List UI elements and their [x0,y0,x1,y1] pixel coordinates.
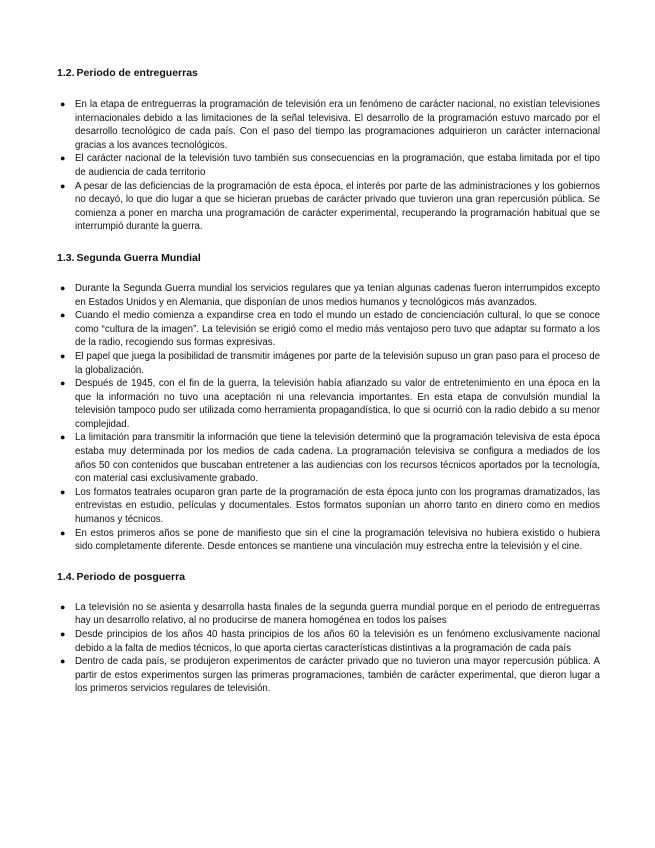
list-item-text: En estos primeros años se pone de manifiesto que sin el cine la programación televisiva no hubiera existido o hubiera sido completamente diferente. Desde entonces se mantiene una vinculación muy estrecha entre la televisión y el cine. [75,527,600,553]
list-item-text: Los formatos teatrales ocuparon gran parte de la programación de esta época junto con los programas dramatizados, las entrevistas en estudio, películas y documentales. Estos formatos suponían un ahorro tanto en dinero como en medios humanos y técnicos. [75,486,600,526]
bullet-icon: ● [60,527,66,538]
bullet-icon: ● [60,350,66,361]
list-item [57,431,600,485]
section-heading [57,67,600,80]
bullet-icon: ● [60,378,66,389]
section-number: 1.2. [57,67,75,79]
bullet-icon: ● [60,153,66,164]
list-item [57,98,600,152]
section-title: Periodo de entreguerras [76,67,198,79]
list-item-text: Desde principios de los años 40 hasta principios de los años 60 la televisión es un fenómeno exclusivamente nacional debido a la falta de medios técnicos, lo que aporta ciertas características distintivas a la programación de cada país [75,629,600,654]
bullet-icon: ● [60,310,66,321]
list-item-text: Cuando el medio comienza a expandirse crea en todo el mundo un estado de concienciación cultural, lo que se conoce como “cultura de la imagen”. La televisión se erigió como el medio más ventajoso pero tuvo que adaptar su formato a los de la radio, recogiendo sus formas expresivas. [75,310,600,349]
list-item-text: Dentro de cada país, se produjeron experimentos de carácter privado que no tuvieron una mayor repercusión pública. A partir de estos experimentos surgen las primeras programaciones, también de carácter experimental, que dieron lugar a los primeros servicios regulares de televisión. [75,656,600,695]
bullet-icon: ● [60,282,66,293]
list-item [57,486,600,527]
list-item [57,628,600,655]
list-item-text: La televisión no se asienta y desarrolla hasta finales de la segunda guerra mundial porque en el periodo de entreguerras hay un desarrollo relativo, al no producirse de manera homogénea en todos los países [75,601,600,627]
list-item [57,350,600,377]
list-item-text: Durante la Segunda Guerra mundial los servicios regulares que ya tenían algunas cadenas fueron interrumpidos excepto en Estados Unidos y en Alemania, que disponían de unos medios humanos y tecnológicos más avanzados. [75,282,600,308]
bullet-icon: ● [60,486,66,497]
bullet-list [57,98,600,234]
section-number: 1.3. [57,251,75,264]
section-periodo-entreguerras [57,67,600,234]
list-item [57,655,600,696]
section-number: 1.4. [57,570,75,583]
bullet-icon: ● [60,432,66,443]
bullet-icon: ● [60,601,66,612]
section-title: Periodo de posguerra [76,570,186,583]
bullet-icon: ● [60,99,66,109]
list-item-text: A pesar de las deficiencias de la programación de esta época, el interés por parte de las administraciones y los gobiernos no decayó, lo que dio lugar a que se hicieran pruebas de carácter privado que tuvieron una gran repercusión pública. Se comienza a poner en marcha una programación de carácter experimental, recuperando la programación habitual que se interrumpió durante la guerra. [75,180,600,233]
bullet-icon: ● [60,656,66,667]
list-item-text: En la etapa de entreguerras la programación de televisión era un fenómeno de carácter nacional, no existían televisiones internacionales debido a las limitaciones de la señal televisiva. El desarrollo de la programación estuvo marcado por el desarrollo tecnológico de cada país. Con el paso del tiempo las programaciones adquirieron un carácter internacional gracias a los avances tecnológicos. [75,99,600,151]
section-heading [57,252,600,265]
section-segunda-guerra-mundial [57,252,600,554]
list-item [57,377,600,431]
list-item-text: El carácter nacional de la televisión tuvo también sus consecuencias en la programación, que estaba limitada por el tipo de audiencia de cada territorio [75,153,600,178]
list-item [57,309,600,350]
section-periodo-posguerra [57,571,600,696]
list-item [57,527,600,554]
bullet-list [57,282,600,554]
list-item-text: El papel que juega la posibilidad de transmitir imágenes por parte de la televisión supuso un gran paso para el proceso de la globalización. [75,350,600,376]
bullet-icon: ● [60,629,66,639]
list-item [57,282,600,309]
list-item-text: La limitación para transmitir la información que tiene la televisión determinó que la programación televisiva de esta época estaba muy determinada por los medios de cada cadena. La programación televisiva se configura a mediados de los años 50 con contenidos que buscaban entretener a las audiencias con los recursos técnicos aportados por la tecnología, con material casi exclusivamente grabado. [75,432,600,485]
section-heading [57,571,600,584]
list-item-text: Después de 1945, con el fin de la guerra, la televisión había afianzado su valor de entretenimiento en una época en la que la información no tuvo una aceptación ni una relevancia importantes. En esta etapa de convulsión mundial la televisión tampoco pudo ser utilizada como herramienta propagandística, lo que si ocurrió con la radio debido a su menor complejidad. [75,378,600,430]
bullet-icon: ● [60,180,66,191]
section-title: Segunda Guerra Mundial [76,251,201,264]
list-item [57,152,600,179]
bullet-list [57,601,600,696]
list-item [57,601,600,628]
list-item [57,180,600,234]
